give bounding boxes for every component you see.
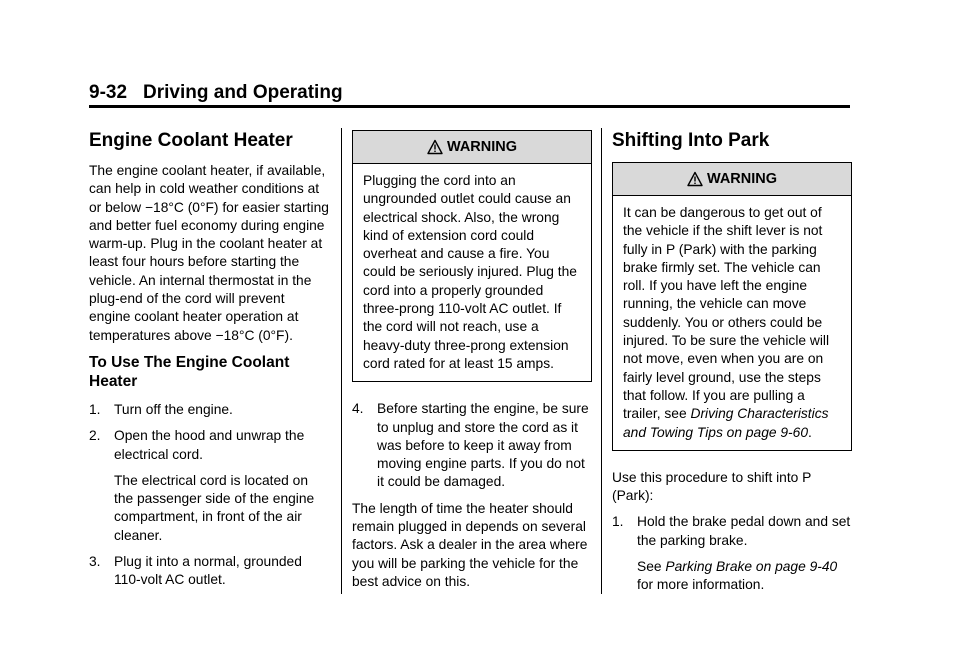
section-heading: Engine Coolant Heater xyxy=(89,130,293,151)
section-heading: Shifting Into Park xyxy=(612,130,770,151)
step-2: 2. Open the hood and unwrap the electrical cord. xyxy=(89,428,305,462)
section-title: Driving and Operating xyxy=(143,82,343,103)
page-header xyxy=(89,82,850,108)
step-1: 1. Turn off the engine. xyxy=(89,401,233,417)
step-1-note: See Parking Brake on page 9-40 for more information. xyxy=(637,559,838,593)
closing-paragraph: The length of time the heater should remain plugged in depends on several factors. Ask a dealer in the area where you will be parking the vehicle for the best advice on this. xyxy=(352,500,588,589)
warning-triangle-icon xyxy=(687,171,703,187)
warning-header xyxy=(353,131,591,164)
warning-text: Plugging the cord into an ungrounded outlet could cause an electrical shock. Also, the wrong kind of extension cord could overheat and cause a fire. You could be seriously injured. Plug the cord into a properly grounded three-prong 110-volt AC outlet. If the cord will not reach, use a heavy-duty three-prong extension cord rated for at least 15 amps. xyxy=(363,173,577,371)
column-2 xyxy=(352,120,592,599)
intro-paragraph: The engine coolant heater, if available, can help in cold weather conditions at or below −18°C (0°F) for easier starting and better fuel economy during engine warm-up. Plug in the coolant heater at least four hours before starting the vehicle. An internal thermostat in the plug-end of the cord will prevent engine coolant heater operation at temperatures above −18°C (0°F). xyxy=(89,163,329,343)
cross-reference-link[interactable]: Parking Brake on page 9-40 xyxy=(665,559,838,575)
column-3 xyxy=(612,120,852,603)
column-divider xyxy=(341,128,342,594)
cross-reference-link[interactable]: Driving Characteristics and Towing Tips on page 9-60 xyxy=(623,406,829,440)
column-1 xyxy=(89,120,329,598)
step-1: 1. Hold the brake pedal down and set the parking brake. xyxy=(612,514,851,548)
column-divider xyxy=(601,128,602,594)
warning-box xyxy=(352,130,592,382)
warning-triangle-icon xyxy=(427,139,443,155)
intro-paragraph: Use this procedure to shift into P (Park): xyxy=(612,469,812,504)
step-4: 4. Before starting the engine, be sure to unplug and store the cord as it was before to keep it away from moving engine parts. If you do not it could be damaged. xyxy=(352,401,589,490)
warning-text: It can be dangerous to get out of the vehicle if the shift lever is not fully in P (Park) with the parking brake firmly set. The vehicle can roll. If you have left the engine running, the vehicle can move suddenly. You or others could be injured. To be sure the vehicle will not move, even when you are on fairly level ground, use the steps that follow. If you are pulling a trailer, see Driving Characteristics and Towing Tips on page 9-60. xyxy=(623,205,830,440)
subsection-heading: To Use The Engine Coolant Heater xyxy=(89,353,290,390)
warning-header xyxy=(613,163,851,196)
step-2-note: The electrical cord is located on the passenger side of the engine compartment, in front of the air cleaner. xyxy=(114,472,315,543)
warning-label: WARNING xyxy=(706,170,778,187)
step-3: 3. Plug it into a normal, grounded 110-volt AC outlet. xyxy=(89,554,302,588)
page-number: 9-32 xyxy=(89,82,128,103)
warning-box xyxy=(612,162,852,451)
warning-label: WARNING xyxy=(446,138,518,155)
